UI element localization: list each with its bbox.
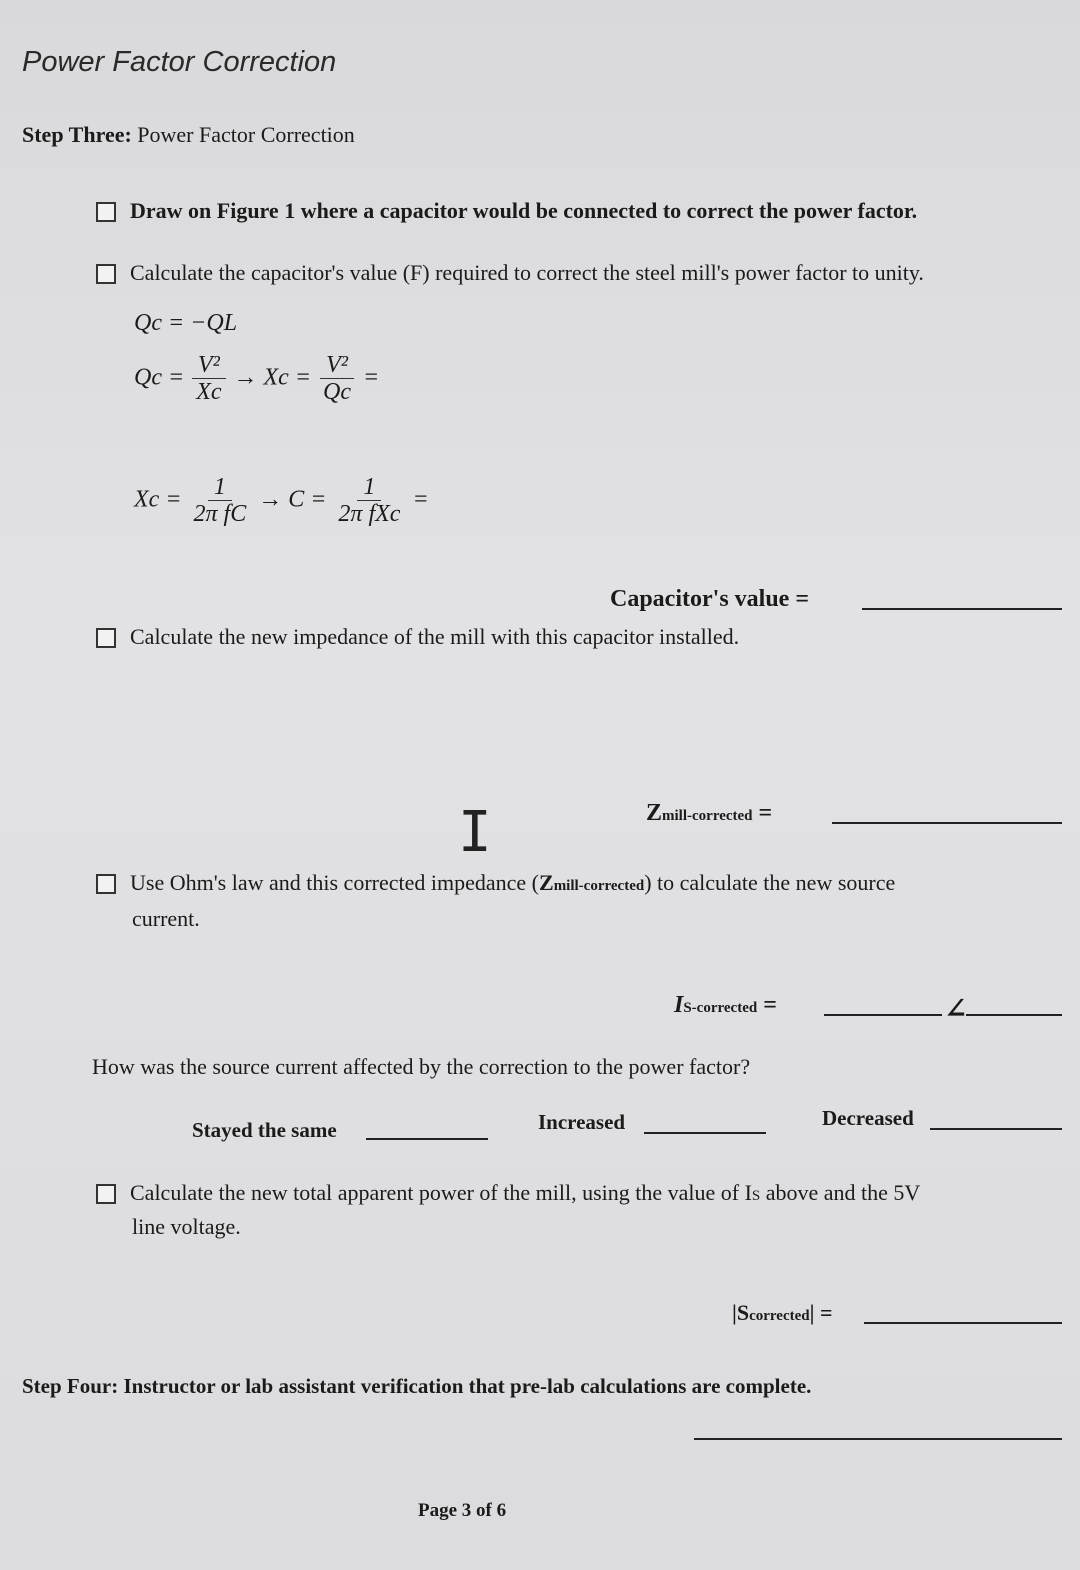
task-calc-capacitor bbox=[96, 260, 924, 286]
fraction bbox=[317, 352, 357, 406]
eq-term: = bbox=[412, 486, 429, 513]
denominator: 2π fXc bbox=[338, 501, 401, 528]
task-text bbox=[130, 870, 895, 896]
task-text-line2: current. bbox=[132, 906, 200, 931]
text-part: Use Ohm's law and this corrected impedance ( bbox=[130, 870, 539, 895]
option-decreased-blank[interactable] bbox=[930, 1128, 1062, 1130]
eq-term: Qc bbox=[134, 310, 162, 336]
step-three-label: Step Three: bbox=[22, 122, 132, 147]
s-symbol: |S bbox=[732, 1300, 750, 1325]
text-part: Calculate the new total apparent power of the mill, using the value of I bbox=[130, 1180, 752, 1205]
numerator: V² bbox=[320, 352, 354, 379]
checkbox[interactable] bbox=[96, 202, 116, 222]
is-subscript: S bbox=[751, 1188, 761, 1204]
option-decreased: Decreased bbox=[822, 1106, 914, 1130]
option-stayed-same: Stayed the same bbox=[192, 1118, 337, 1142]
task-new-impedance bbox=[96, 624, 739, 650]
task-draw-capacitor bbox=[96, 198, 917, 224]
denominator: 2π fC bbox=[193, 501, 247, 528]
checkbox[interactable] bbox=[96, 264, 116, 284]
s-subscript: corrected bbox=[749, 1308, 810, 1324]
step-three-text: Power Factor Correction bbox=[137, 122, 355, 147]
s-corrected-blank[interactable] bbox=[864, 1322, 1062, 1324]
task-apparent-power bbox=[96, 1180, 920, 1206]
step-four-label: Step Four: bbox=[22, 1374, 119, 1398]
is-angle-blank[interactable] bbox=[966, 1014, 1062, 1016]
equals: | = bbox=[809, 1300, 833, 1325]
option-increased: Increased bbox=[538, 1110, 626, 1134]
equation-qc-xc bbox=[134, 352, 379, 406]
equals: = bbox=[758, 800, 773, 826]
equals: = bbox=[763, 992, 777, 1018]
step-three-heading bbox=[22, 122, 355, 148]
equation-xc-c bbox=[134, 474, 429, 528]
task-text-line2: line voltage. bbox=[132, 1214, 241, 1239]
is-corrected-label bbox=[674, 992, 777, 1019]
eq-term: → Xc = bbox=[233, 364, 312, 391]
task-text: Calculate the new impedance of the mill with this capacitor installed. bbox=[130, 624, 740, 649]
capacitor-value-blank[interactable] bbox=[862, 608, 1062, 610]
text-part: ) to calculate the new source bbox=[644, 870, 896, 895]
checkbox[interactable] bbox=[96, 628, 116, 648]
denominator: Qc bbox=[323, 379, 351, 406]
denominator: Xc bbox=[196, 379, 222, 406]
task-source-current bbox=[96, 870, 895, 896]
checkbox[interactable] bbox=[96, 1184, 116, 1204]
fraction bbox=[188, 474, 253, 528]
text-part: above and the 5V bbox=[760, 1180, 921, 1205]
z-symbol: Z bbox=[646, 800, 663, 826]
capacitor-value-label: Capacitor's value = bbox=[610, 586, 809, 612]
is-magnitude-blank[interactable] bbox=[824, 1014, 942, 1016]
eq-term: Qc = bbox=[134, 364, 185, 391]
i-symbol: I bbox=[674, 992, 684, 1018]
eq-term: = −QL bbox=[167, 310, 238, 336]
is-subscript: S-corrected bbox=[683, 1000, 758, 1016]
fraction bbox=[332, 474, 406, 528]
text-cursor-icon: I bbox=[458, 800, 492, 865]
s-corrected-label bbox=[732, 1300, 833, 1326]
numerator: V² bbox=[192, 352, 226, 379]
page-title: Power Factor Correction bbox=[22, 46, 337, 78]
eq-term: → C = bbox=[258, 486, 327, 513]
option-stayed-same-blank[interactable] bbox=[366, 1138, 488, 1140]
page-number: Page 3 of 6 bbox=[418, 1500, 507, 1521]
z-corrected-blank[interactable] bbox=[832, 822, 1062, 824]
angle-icon: ∠ bbox=[944, 994, 968, 1025]
z-subscript: mill-corrected bbox=[553, 878, 645, 894]
eq-term: = bbox=[363, 364, 380, 391]
numerator: 1 bbox=[357, 474, 381, 501]
equation-qc-ql bbox=[134, 310, 237, 337]
checkbox[interactable] bbox=[96, 874, 116, 894]
signature-blank[interactable] bbox=[694, 1438, 1062, 1440]
eq-term: Xc = bbox=[134, 486, 182, 513]
task-text bbox=[130, 1180, 920, 1206]
z-symbol: Z bbox=[539, 870, 554, 895]
step-four-text: Instructor or lab assistant verification that pre-lab calculations are complete. bbox=[123, 1374, 812, 1398]
step-four-heading bbox=[22, 1374, 811, 1399]
task-text: Calculate the capacitor's value (F) required to correct the steel mill's power factor to unity. bbox=[130, 260, 924, 285]
question-text: How was the source current affected by the correction to the power factor? bbox=[92, 1054, 751, 1079]
option-increased-blank[interactable] bbox=[644, 1132, 766, 1134]
z-subscript: mill-corrected bbox=[662, 808, 753, 824]
task-text: Draw on Figure 1 where a capacitor would be connected to correct the power factor. bbox=[130, 198, 918, 223]
fraction bbox=[190, 352, 227, 406]
numerator: 1 bbox=[208, 474, 232, 501]
z-corrected-label bbox=[646, 800, 772, 827]
